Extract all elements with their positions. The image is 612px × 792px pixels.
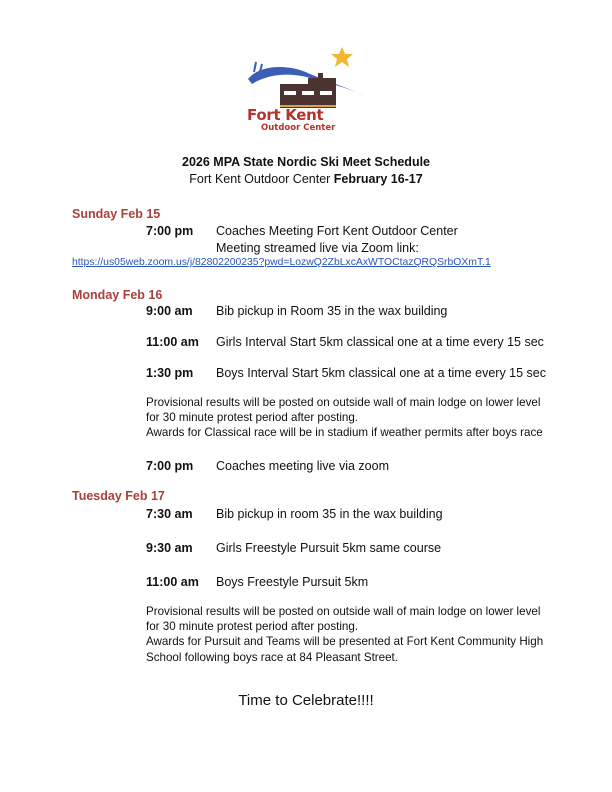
event-description: Coaches Meeting Fort Kent Outdoor Center bbox=[216, 224, 458, 238]
event-time: 7:00 pm bbox=[146, 224, 194, 238]
day-heading-monday: Monday Feb 16 bbox=[72, 288, 163, 302]
note-line: Provisional results will be posted on outside wall of main lodge on lower level bbox=[146, 605, 541, 618]
event-description: Bib pickup in room 35 in the wax building bbox=[216, 507, 443, 521]
note-line: Provisional results will be posted on outside wall of main lodge on lower level bbox=[146, 396, 541, 409]
event-time: 7:00 pm bbox=[146, 459, 194, 473]
event-description: Boys Interval Start 5km classical one at a time every 15 sec bbox=[216, 366, 546, 380]
note-line: School following boys race at 84 Pleasant Street. bbox=[146, 650, 398, 664]
subtitle-venue: Fort Kent Outdoor Center bbox=[189, 172, 334, 186]
event-time: 9:30 am bbox=[146, 541, 193, 555]
logo-text-fort-kent: Fort Kent bbox=[247, 106, 324, 124]
event-time: 11:00 am bbox=[146, 575, 199, 589]
star-icon bbox=[331, 47, 353, 67]
event-description: Girls Freestyle Pursuit 5km same course bbox=[216, 541, 442, 555]
event-description: Girls Interval Start 5km classical one at a time every 15 sec bbox=[216, 335, 544, 349]
day-heading-tuesday: Tuesday Feb 17 bbox=[72, 489, 165, 503]
note-line: for 30 minute protest period after posting. bbox=[146, 411, 359, 425]
event-description: Coaches meeting live via zoom bbox=[216, 459, 389, 473]
logo-text-outdoor-center: Outdoor Center bbox=[261, 123, 336, 133]
event-time: 7:30 am bbox=[146, 507, 193, 521]
results-note-tuesday bbox=[146, 604, 566, 665]
page-subtitle bbox=[0, 172, 612, 186]
event-time: 11:00 am bbox=[146, 335, 199, 349]
note-line: Awards for Pursuit and Teams will be presented at Fort Kent Community High bbox=[146, 635, 544, 649]
day-heading-sunday: Sunday Feb 15 bbox=[72, 207, 161, 221]
closing-message: Time to Celebrate!!!! bbox=[238, 692, 374, 709]
event-time: 9:00 am bbox=[146, 304, 193, 318]
event-description: Boys Freestyle Pursuit 5km bbox=[216, 575, 369, 589]
subtitle-dates: February 16-17 bbox=[333, 172, 423, 186]
lodge-building bbox=[280, 73, 336, 108]
note-line: for 30 minute protest period after posting. bbox=[146, 620, 359, 634]
event-description-2: Meeting streamed live via Zoom link: bbox=[216, 241, 419, 255]
note-line: Awards for Classical race will be in stadium if weather permits after boys race bbox=[146, 426, 543, 440]
event-time: 1:30 pm bbox=[146, 366, 194, 380]
results-note-monday bbox=[146, 395, 566, 441]
page-title: 2026 MPA State Nordic Ski Meet Schedule bbox=[182, 155, 430, 169]
zoom-link[interactable]: https://us05web.zoom.us/j/82802200235?pwd=LozwQ2ZbLxcAxWTOCtazQRQSrbOXmT.1 bbox=[72, 257, 491, 268]
event-description: Bib pickup in Room 35 in the wax building bbox=[216, 304, 448, 318]
